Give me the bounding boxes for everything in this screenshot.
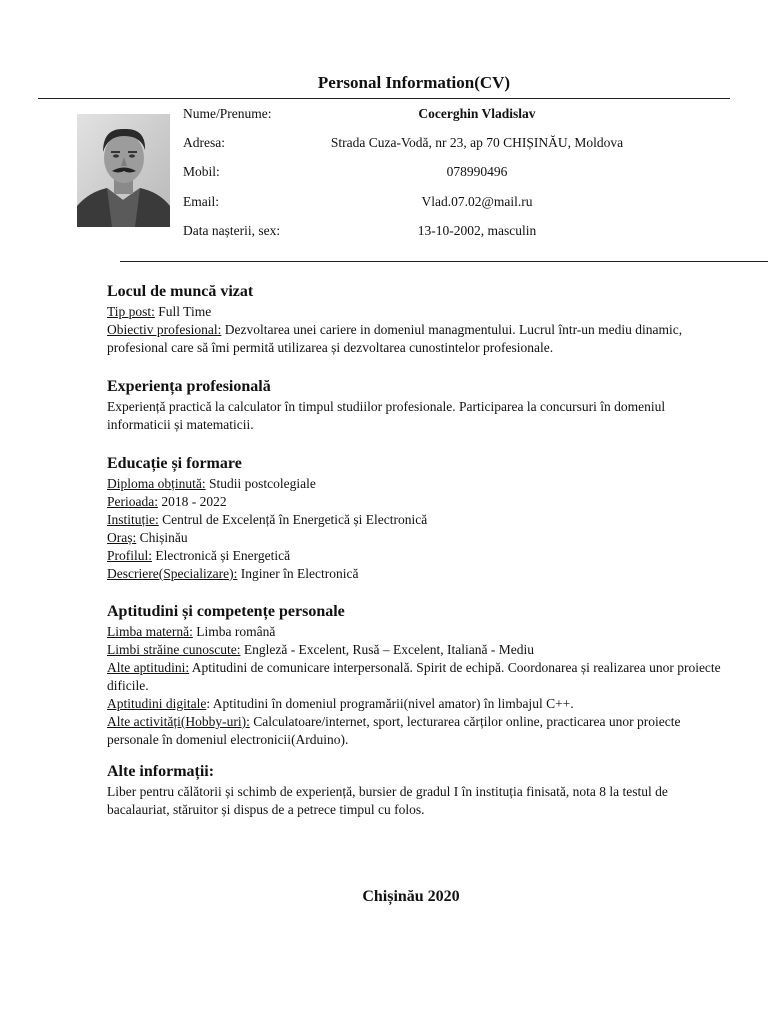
field-value: Aptitudini de comunicare interpersonală. Spirit de echipă. Coordonarea și realizarea unor proiecte dificile. [107,660,721,693]
section-job [107,282,727,357]
section-heading: Experiența profesională [107,378,271,395]
skills-row [107,713,727,749]
info-label: Data nașterii, sex: [183,223,281,238]
field-label: Diploma obținută: [107,476,206,491]
section-heading: Educație și formare [107,455,242,472]
field-label: Obiectiv profesional: [107,322,222,337]
info-label: Email: [183,194,219,209]
education-row [107,547,727,565]
field-label: Instituție: [107,512,159,527]
section-experience [107,377,727,434]
section-heading: Alte informații: [107,763,215,780]
field-value: 2018 - 2022 [157,494,227,509]
info-value: 078990496 [446,164,508,179]
info-value: 13-10-2002, masculin [417,223,537,238]
experience-text: Experiență practică la calculator în timpul studiilor profesionale. Participarea la concursuri în domeniul informaticii și matematicii. [107,399,666,432]
education-row [107,475,727,493]
field-value: Studii postcolegiale [205,476,316,491]
section-other [107,762,727,819]
field-value: Limba română [192,624,276,639]
top-divider [38,98,730,99]
profile-photo [77,114,170,227]
field-value: Dezvoltarea unei cariere in domeniul managmentului. Lucrul într-un mediu dinamic, profesional care să îmi permită utilizarea și dezvoltarea cunostintelor profesionale. [107,322,683,355]
footer-place-date: Chișinău 2020 [362,888,460,905]
skills-row [107,695,727,713]
field-label: Tip post: [107,304,155,319]
field-label: Alte activități(Hobby-uri): [107,714,250,729]
skills-row [107,623,727,641]
info-label: Adresa: [183,135,225,150]
field-label: Oraș: [107,530,137,545]
field-label: Alte aptitudini: [107,660,190,675]
portrait-illustration [77,114,170,227]
info-label: Nume/Prenume: [183,106,272,121]
info-value: Vlad.07.02@mail.ru [421,194,533,209]
section-education [107,454,727,583]
job-goal [107,321,727,357]
info-value: Cocerghin Vladislav [418,106,536,121]
education-row [107,511,727,529]
education-row [107,493,727,511]
job-type [107,303,727,321]
other-text: Liber pentru călătorii și schimb de experiență, bursier de gradul I în instituția finisată, nota 8 la testul de bacalauriat, stăruitor și dispus de a petrece timpul cu folos. [107,784,668,817]
page-title: Personal Information(CV) [317,73,511,92]
info-label: Mobil: [183,164,220,179]
section-heading: Locul de muncă vizat [107,283,254,300]
field-value: Full Time [154,304,212,319]
field-value: : Aptitudini în domeniul programării(nivel amator) în limbajul C++. [206,696,574,711]
section-skills [107,602,727,749]
section-heading: Aptitudini și competențe personale [107,603,345,620]
field-label: Limba maternă: [107,624,193,639]
field-value: Centrul de Excelență în Energetică și Electronică [158,512,428,527]
field-label: Descriere(Specializare): [107,566,238,581]
field-value: Engleză - Excelent, Rusă – Excelent, Italiană - Mediu [240,642,534,657]
field-value: Calculatoare/internet, sport, lecturarea cărților online, practicarea unor proiecte personale în domeniul electronicii(Arduino). [107,714,681,747]
field-label: Perioada: [107,494,158,509]
education-row [107,529,727,547]
info-divider [120,261,768,262]
skills-row [107,641,727,659]
field-label: Limbi străine cunoscute: [107,642,241,657]
skills-row [107,659,727,695]
education-row [107,565,727,583]
field-label: Aptitudini digitale [107,696,207,711]
field-value: Inginer în Electronică [237,566,359,581]
field-value: Electronică și Energetică [152,548,291,563]
field-label: Profilul: [107,548,153,563]
field-value: Chișinău [136,530,188,545]
info-value: Strada Cuza-Vodă, nr 23, ap 70 CHIȘINĂU, Moldova [330,135,624,150]
